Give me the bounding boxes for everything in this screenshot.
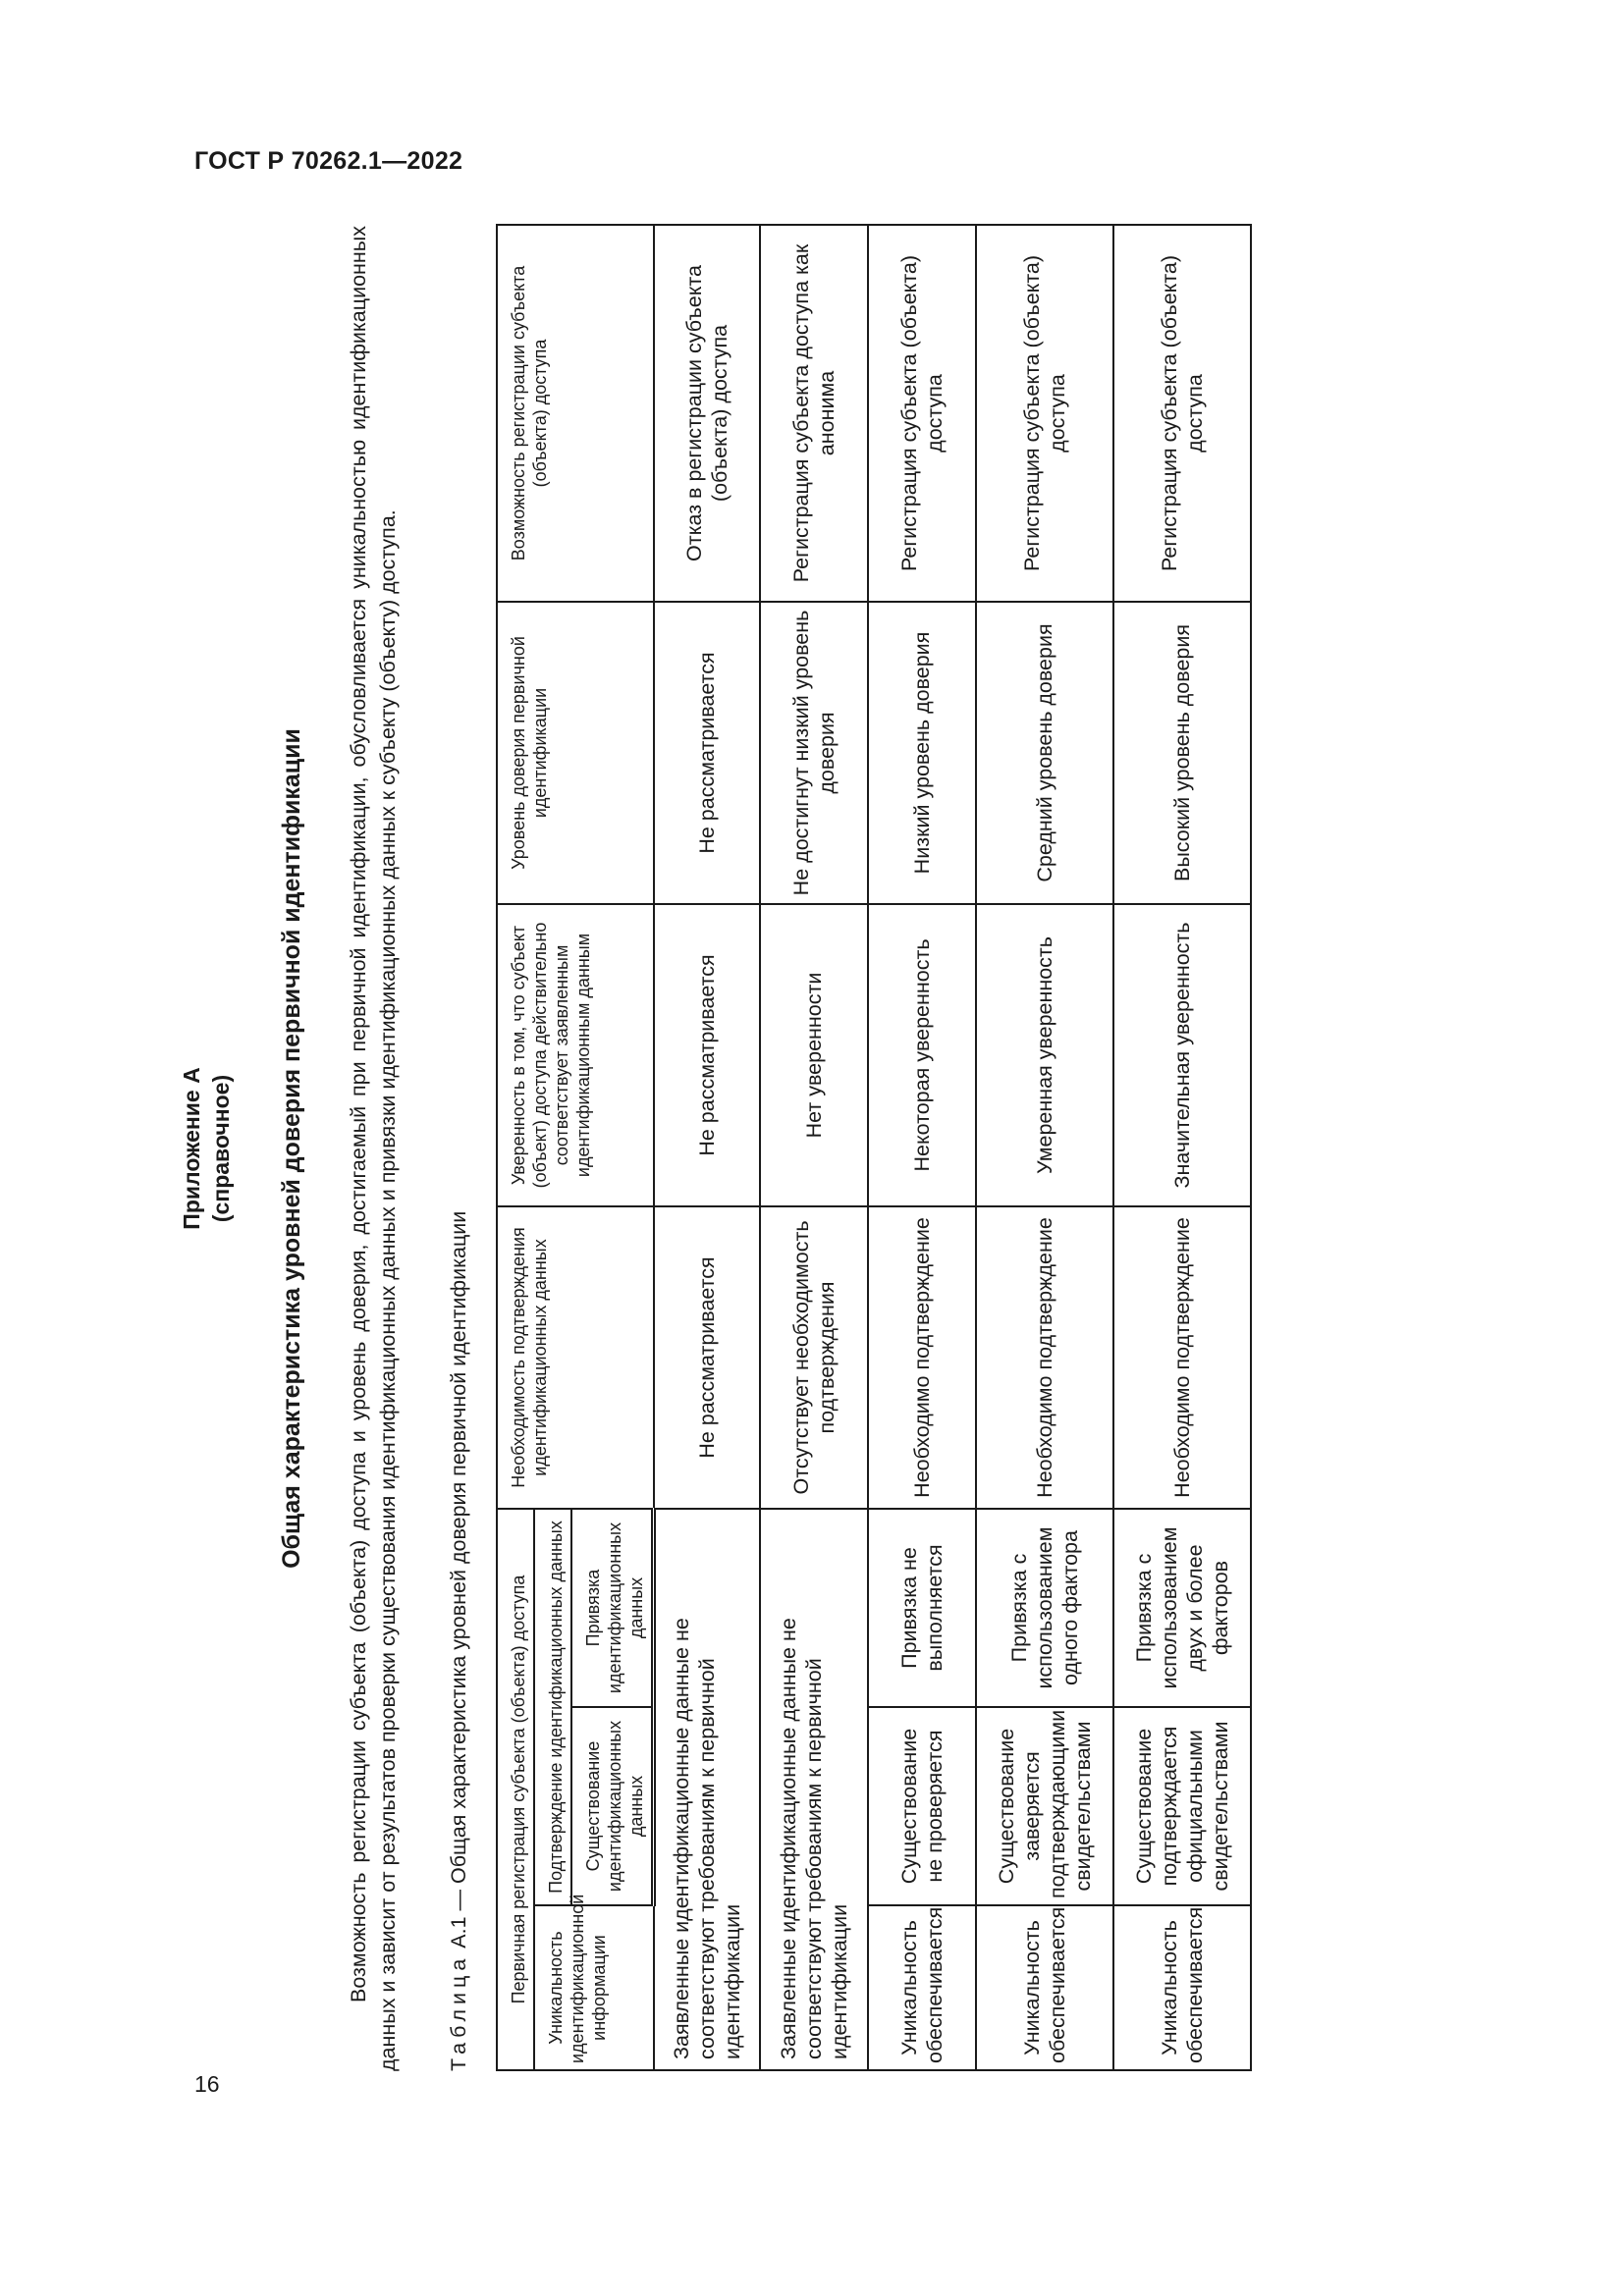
annex-heading xyxy=(177,226,236,2071)
merged-cell: Заявленные идентификационные данные не соответствуют требованиям к первичной идентификации xyxy=(654,1509,760,2070)
existence-cell: Существование не проверяется xyxy=(868,1707,976,1905)
need-confirmation-cell: Необходимо подтверждение xyxy=(868,1206,976,1509)
header-confidence: Уверенность в том, что субъект (объект) доступа действительно соответствует заявленным идентификационным данным xyxy=(497,904,654,1206)
registration-possibility-cell: Регистрация субъекта (объекта) доступа xyxy=(976,225,1113,602)
uniqueness-cell: Уникальность обеспечивается xyxy=(976,1905,1113,2070)
registration-possibility-cell: Регистрация субъекта (объекта) доступа xyxy=(868,225,976,602)
existence-cell: Существование подтверждается официальными свидетельствами xyxy=(1113,1707,1251,1905)
table-caption-text: — Общая характеристика уровней доверия первичной идентификации xyxy=(447,1210,470,1917)
binding-cell: Привязка не выполняется xyxy=(868,1509,976,1707)
header-uniqueness: Уникальность идентификационной информации xyxy=(534,1905,654,2070)
need-confirmation-cell: Необходимо подтверждение xyxy=(976,1206,1113,1509)
binding-cell: Привязка с использованием двух и более факторов xyxy=(1113,1509,1251,1707)
document-code: ГОСТ Р 70262.1—2022 xyxy=(194,147,463,175)
confidence-cell: Не рассматривается xyxy=(654,904,760,1206)
trust-level-cell: Низкий уровень доверия xyxy=(868,602,976,904)
existence-cell: Существование заверяется подтверждающими свидетельствами xyxy=(976,1707,1113,1905)
registration-possibility-cell: Регистрация субъекта (объекта) доступа xyxy=(1113,225,1251,602)
table-caption xyxy=(447,226,471,2071)
header-registration-possibility: Возможность регистрации субъекта (объекта) доступа xyxy=(497,225,654,602)
uniqueness-cell: Уникальность обеспечивается xyxy=(1113,1905,1251,2070)
table-row xyxy=(760,225,868,2070)
need-confirmation-cell: Не рассматривается xyxy=(654,1206,760,1509)
trust-level-cell: Не достигнут низкий уровень доверия xyxy=(760,602,868,904)
registration-possibility-cell: Отказ в регистрации субъекта (объекта) доступа xyxy=(654,225,760,602)
header-primary-registration: Первичная регистрация субъекта (объекта) доступа xyxy=(497,1509,534,2070)
table-row xyxy=(654,225,760,2070)
header-need-confirmation: Необходимость подтверждения идентификационных данных xyxy=(497,1206,654,1509)
table-caption-number: А.1 xyxy=(447,1916,470,1949)
uniqueness-cell: Уникальность обеспечивается xyxy=(868,1905,976,2070)
binding-cell: Привязка с использованием одного фактора xyxy=(976,1509,1113,1707)
confidence-cell: Умеренная уверенность xyxy=(976,904,1113,1206)
table-row xyxy=(976,225,1113,2070)
need-confirmation-cell: Отсутствует необходимость подтверждения xyxy=(760,1206,868,1509)
merged-cell: Заявленные идентификационные данные не соответствуют требованиям к первичной идентификации xyxy=(760,1509,868,2070)
header-trust-level: Уровень доверия первичной идентификации xyxy=(497,602,654,904)
intro-paragraph: Возможность регистрации субъекта (объекта) доступа и уровень доверия, достигаемый при первичной идентификации, обусловливается уникальностью идентификационных данных и зависит от результатов проверки существования идентификационных данных и привязки идентификационных данных к субъекту (объекту) доступа. xyxy=(347,226,400,2071)
trust-level-cell: Средний уровень доверия xyxy=(976,602,1113,904)
confidence-cell: Некоторая уверенность xyxy=(868,904,976,1206)
registration-possibility-cell: Регистрация субъекта доступа как анонима xyxy=(760,225,868,602)
confidence-cell: Нет уверенности xyxy=(760,904,868,1206)
trust-level-cell: Высокий уровень доверия xyxy=(1113,602,1251,904)
header-existence: Существование идентификационных данных xyxy=(571,1707,654,1905)
table-row xyxy=(1113,225,1251,2070)
annex-title: Общая характеристика уровней доверия первичной идентификации xyxy=(278,728,305,1569)
annex-label: Приложение А xyxy=(179,1067,204,1230)
annex-status: (справочное) xyxy=(208,1074,234,1223)
table-caption-label: Таблица xyxy=(447,1953,470,2071)
page-number: 16 xyxy=(194,2071,220,2097)
need-confirmation-cell: Необходимо подтверждение xyxy=(1113,1206,1251,1509)
trust-level-cell: Не рассматривается xyxy=(654,602,760,904)
confidence-cell: Значительная уверенность xyxy=(1113,904,1251,1206)
header-binding: Привязка идентификационных данных xyxy=(571,1509,654,1707)
header-confirmation: Подтверждение идентификационных данных xyxy=(534,1509,571,1905)
rotated-page-content xyxy=(177,226,1306,2071)
table-row xyxy=(868,225,976,2070)
trust-levels-table xyxy=(496,224,1252,2071)
